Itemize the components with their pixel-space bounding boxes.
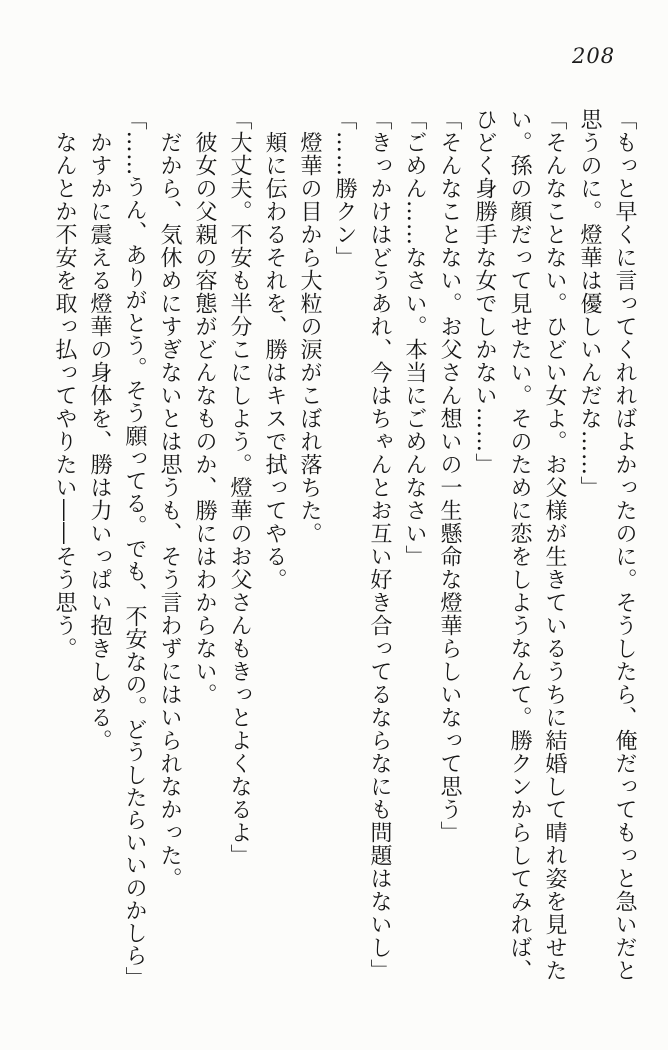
vertical-text-block	[47, 108, 642, 990]
paragraph: 「そんなことない。お父さん想いの一生懸命な燈華らしいなって思う」	[437, 108, 462, 844]
paragraph: 燈華の目から大粒の涙がこぼれ落ちた。	[297, 108, 322, 545]
paragraph: 「もっと早くに言ってくれればよかったのに。そうしたら、俺だってもっと急いだと思うのに。燈華は優しいんだな……」	[577, 108, 637, 982]
page-number: 208	[572, 44, 616, 68]
paragraph: 頬に伝わるそれを、勝はキスで拭ってやる。	[262, 108, 287, 591]
paragraph: かすかに震える燈華の身体を、勝は力いっぱい抱きしめる。	[87, 108, 112, 752]
paragraph: 「ごめん……なさい。本当にごめんなさい」	[402, 108, 427, 568]
paragraph: 「……勝クン」	[332, 108, 357, 269]
paragraph: だから、気休めにすぎないとは思うも、そう言わずにはいられなかった。	[157, 108, 182, 890]
paragraph: なんとか不安を取っ払ってやりたい――そう思う。	[52, 108, 77, 660]
paragraph: 「きっかけはどうあれ、今はちゃんとお互い好き合ってるならなにも問題はないし」	[367, 108, 392, 982]
paragraph: 彼女の父親の容態がどんなものか、勝にはわからない。	[192, 108, 217, 706]
paragraph: 「そんなことない。ひどい女よ。お父様が生きているうちに結婚して晴れ姿を見せたい。孫の顔だって見せたい。そのために恋をしようなんて。勝クンからしてみれば、ひどく身勝手な女でしかない……」	[472, 108, 567, 982]
paragraph: 「……うん、ありがとう。そう願ってる。でも、不安なの。どうしたらいいのかしら」	[122, 108, 147, 990]
paragraph: 「大丈夫。不安も半分こにしよう。燈華のお父さんもきっとよくなるよ」	[227, 108, 252, 867]
